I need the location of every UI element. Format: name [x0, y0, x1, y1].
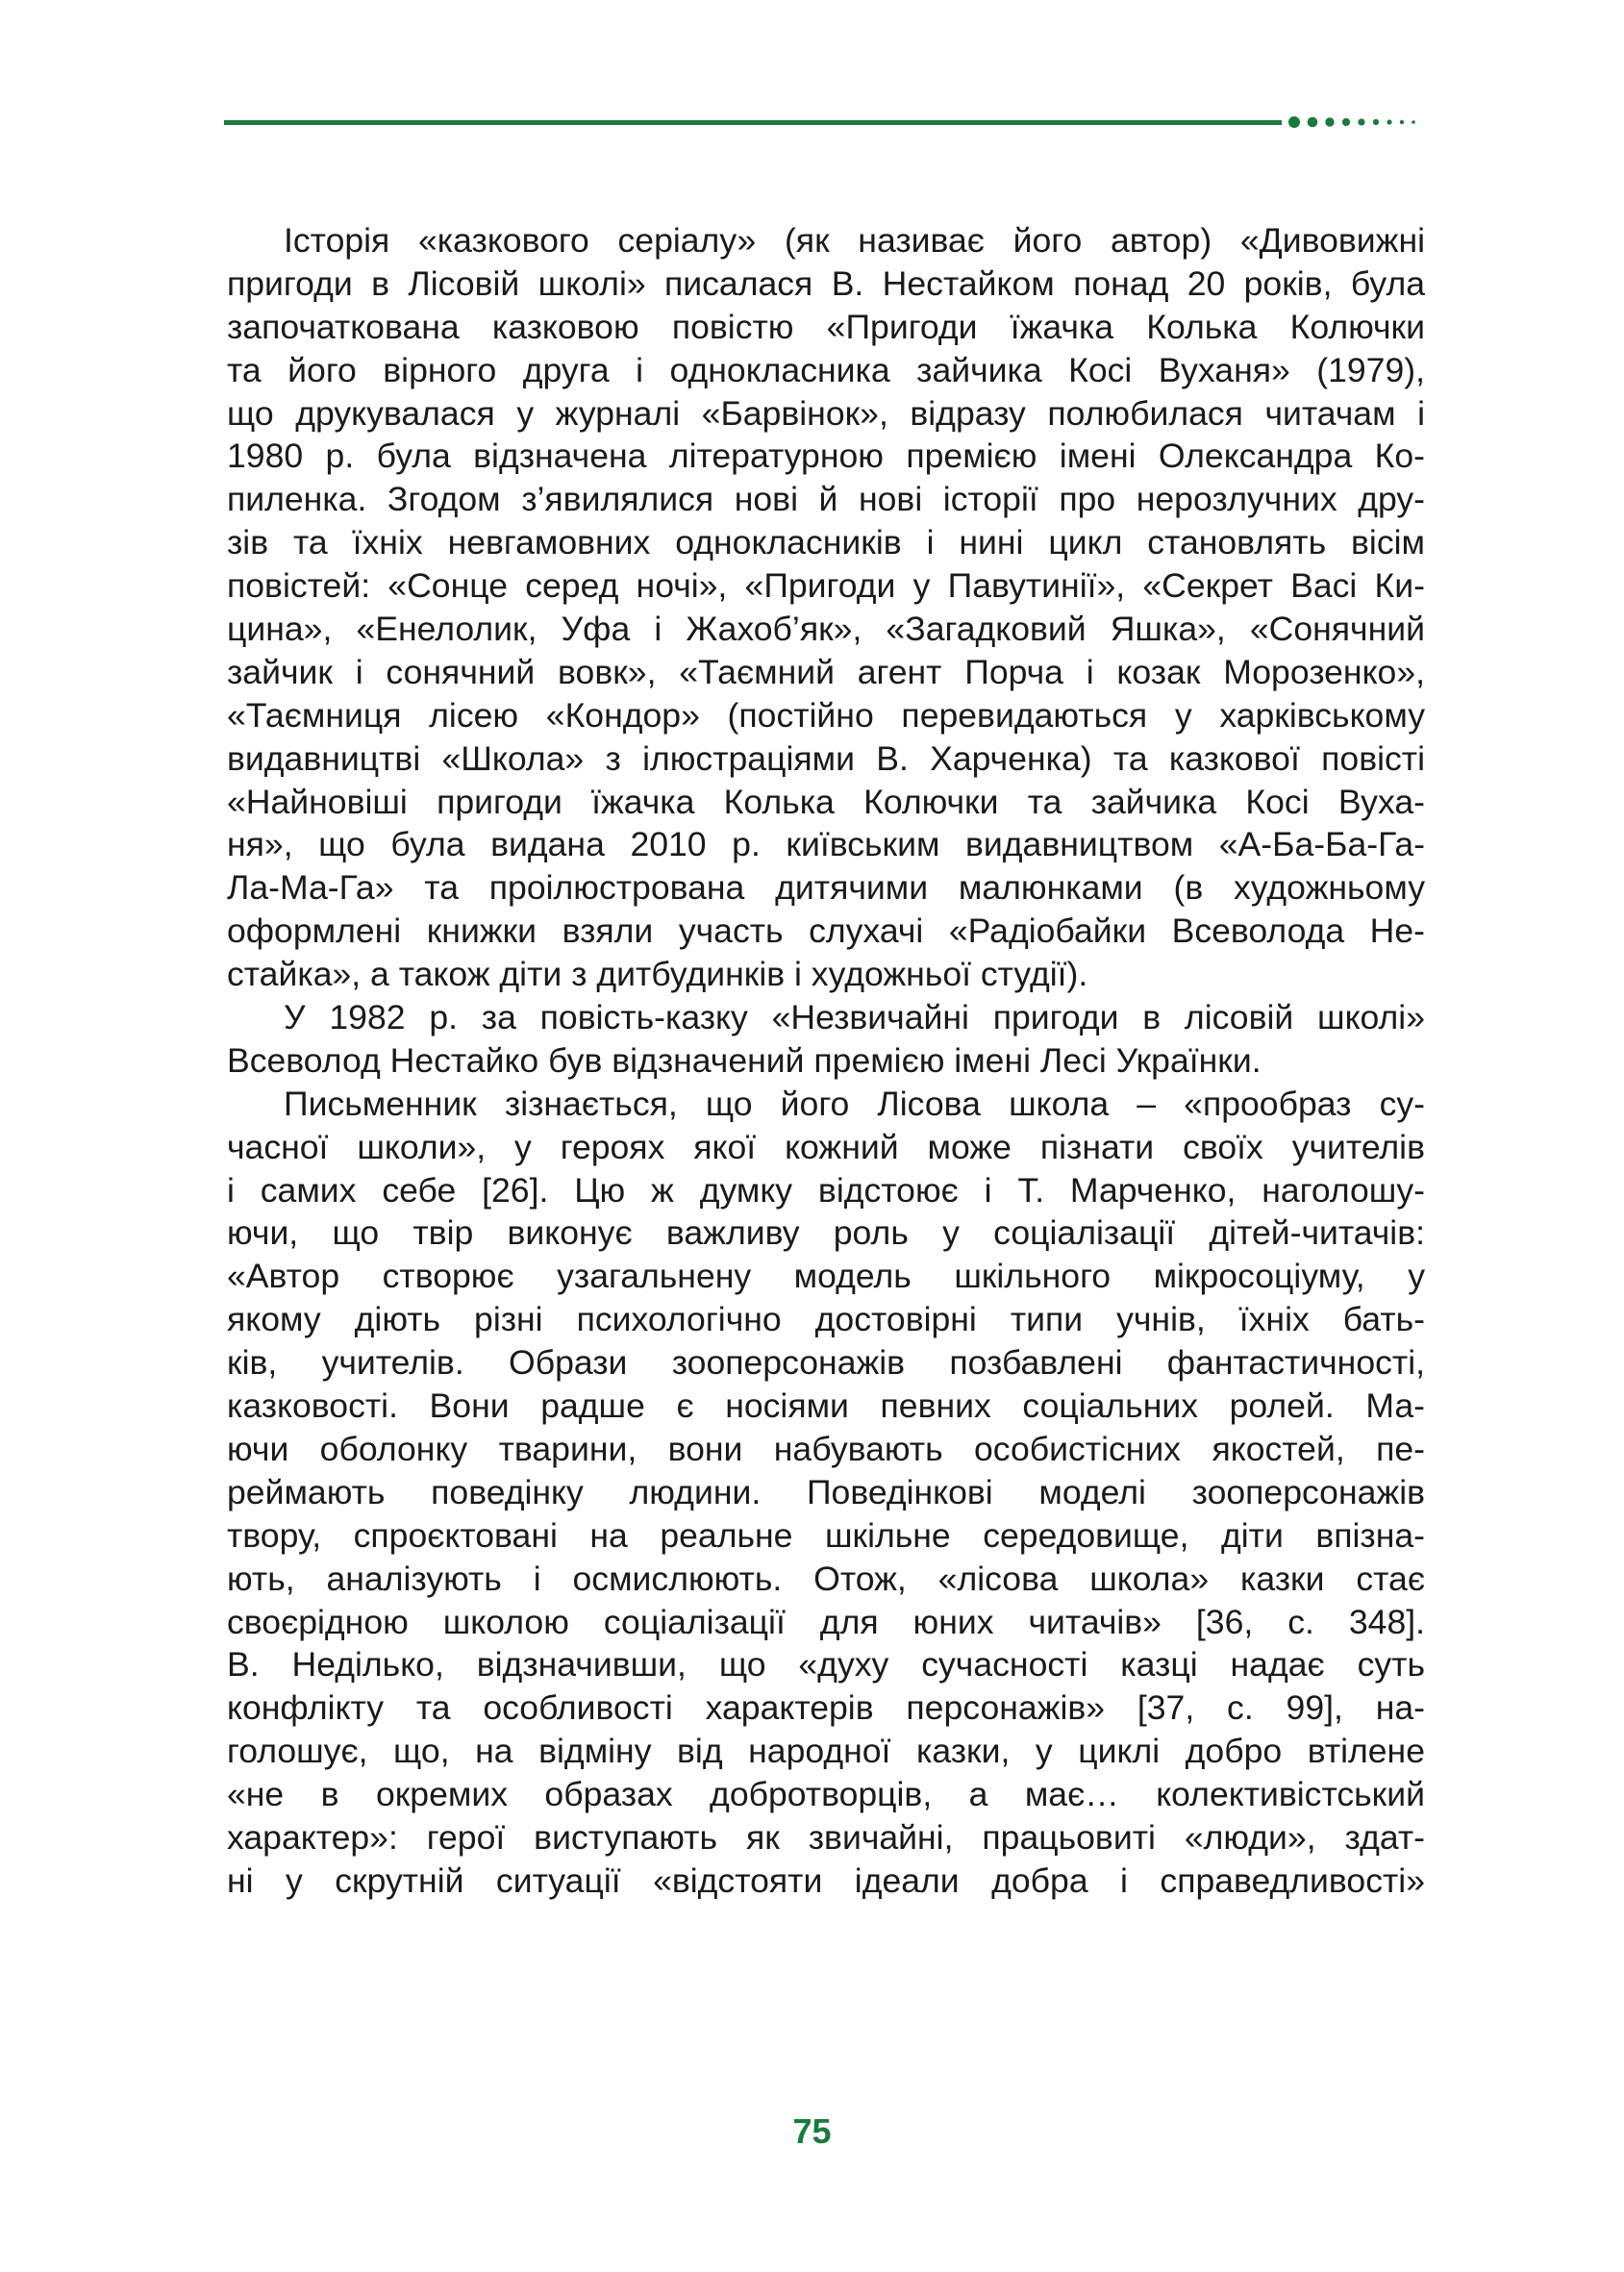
text-line: зайчик і сонячний вовк», «Таємний агент Порча і козак Морозенко», — [227, 652, 1425, 691]
text-line: «Автор створює узагальнену модель шкільного мікросоціуму, у — [227, 1257, 1425, 1296]
text-line: Письменник зізнається, що його Лісова школа – «прообраз су- — [284, 1084, 1425, 1123]
text-line: цина», «Енелолик, Уфа і Жахоб’як», «Загадковий Яшка», «Сонячний — [227, 610, 1425, 649]
body-text — [227, 219, 1425, 1903]
text-line: стайка», а також діти з дитбудинків і художньої студії). — [227, 955, 1088, 994]
text-line: характер»: герої виступають як звичайні, працьовиті «люди», здат- — [227, 1817, 1425, 1857]
page-number: 75 — [792, 2111, 832, 2151]
text-line: ня», що була видана 2010 р. київським видавництвом «А-Ба-Ба-Га- — [227, 825, 1425, 864]
text-line: пригоди в Лісовій школі» писалася В. Нестайком понад 20 років, була — [227, 263, 1425, 303]
text-line: В. Неділько, відзначивши, що «духу сучасності казці надає суть — [227, 1645, 1425, 1685]
text-line: У 1982 р. за повість-казку «Незвичайні пригоди в лісовій школі» — [284, 998, 1425, 1037]
text-line: «Таємниця лісею «Кондор» (постійно перевидаються у харківському — [227, 695, 1425, 735]
text-line: ють, аналізують і осмислюють. Отож, «лісова школа» казки стає — [227, 1559, 1425, 1598]
text-line: реймають поведінку людини. Поведінкові моделі зооперсонажів — [227, 1472, 1425, 1511]
text-line: що друкувалася у журналі «Барвінок», відразу полюбилася читачам і — [227, 393, 1425, 433]
text-line: якому діють різні психологічно достовірні типи учнів, їхніх бать- — [227, 1300, 1425, 1339]
text-line: конфлікту та особливості характерів персонажів» [37, с. 99], на- — [227, 1688, 1425, 1728]
text-line: Всеволод Нестайко був відзначений премією імені Лесі Українки. — [227, 1040, 1262, 1080]
text-line: видавництві «Школа» з ілюстраціями В. Харченка) та казкової повісті — [227, 738, 1425, 778]
text-line: голошує, що, на відміну від народної казки, у циклі добро втілене — [227, 1732, 1425, 1771]
text-line: пиленка. Згодом з’явилялися нові й нові історії про нерозлучних дру- — [227, 480, 1425, 519]
text-line: Ла-Ма-Га» та проілюстрована дитячими малюнками (в художньому — [227, 868, 1425, 908]
header-dots-ornament — [1287, 113, 1440, 131]
text-line: Історія «казкового серіалу» (як називає його автор) «Дивовижні — [284, 221, 1425, 260]
text-line: повістей: «Сонце серед ночі», «Пригоди у Павутинії», «Секрет Васі Ки- — [227, 566, 1425, 606]
text-line: ні у скрутній ситуації «відстояти ідеали добра і справедливості» — [227, 1860, 1425, 1900]
text-line: ючи, що твір виконує важливу роль у соціалізації дітей-читачів: — [227, 1213, 1425, 1253]
text-line: 1980 р. була відзначена літературною премією імені Олександра Ко- — [227, 437, 1425, 476]
text-line: і самих себе [26]. Цю ж думку відстоює і Т. Марченко, наголошу- — [227, 1170, 1425, 1210]
text-line: ків, учителів. Образи зооперсонажів позбавлені фантастичності, — [227, 1343, 1425, 1383]
text-line: оформлені книжки взяли участь слухачі «Радіобайки Всеволода Не- — [227, 911, 1425, 951]
text-line: ючи оболонку тварини, вони набувають особистісних якостей, пе- — [227, 1429, 1425, 1468]
text-line: «Найновіші пригоди їжачка Колька Колючки та зайчика Косі Вуха- — [227, 782, 1425, 821]
header-rule — [224, 120, 1282, 125]
text-line: твору, спроєктовані на реальне шкільне середовище, діти впізна- — [227, 1515, 1425, 1555]
text-line: казковості. Вони радше є носіями певних соціальних ролей. Ма- — [227, 1386, 1425, 1426]
text-line: «не в окремих образах добротворців, а має… колективістський — [227, 1775, 1425, 1814]
text-line: часної школи», у героях якої кожний може пізнати своїх учителів — [227, 1127, 1425, 1166]
text-line: зів та їхніх невгамовних однокласників і нині цикл становлять вісім — [227, 523, 1425, 562]
text-line: своєрідною школою соціалізації для юних читачів» [36, с. 348]. — [227, 1602, 1425, 1641]
text-line: започаткована казковою повістю «Пригоди їжачка Колька Колючки — [227, 307, 1425, 346]
text-line: та його вірного друга і однокласника зайчика Косі Вуханя» (1979), — [227, 350, 1425, 389]
